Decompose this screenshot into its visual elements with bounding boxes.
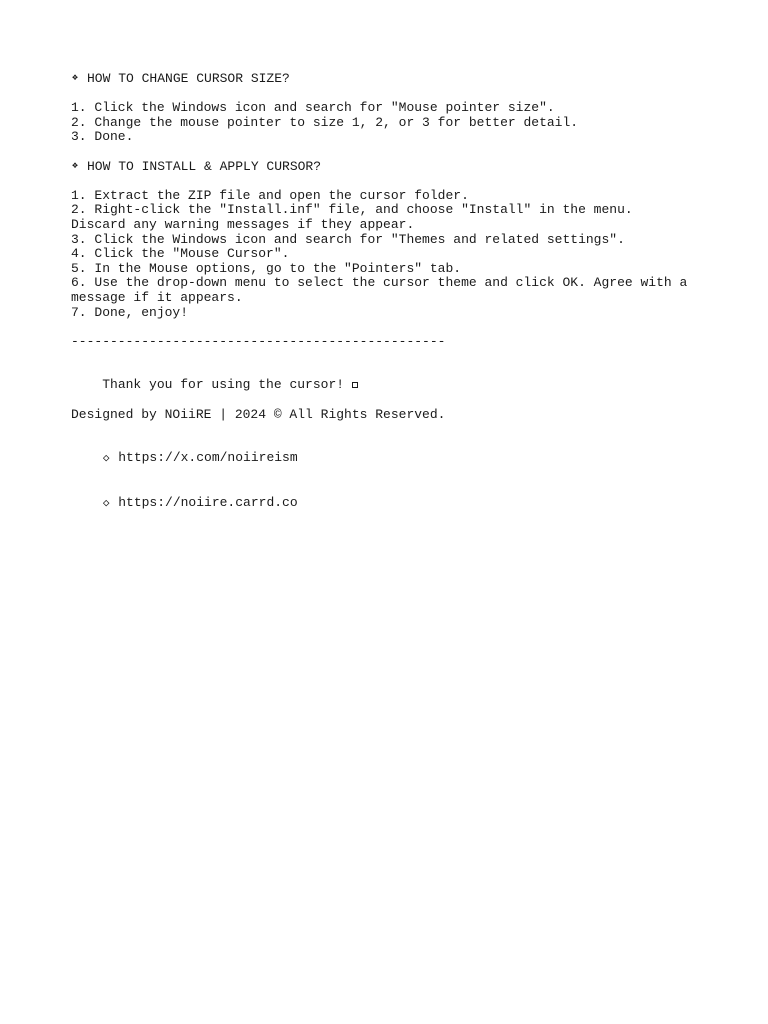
list-item: 7. Done, enjoy! [71,304,189,320]
open-diamond-icon: ◇ [102,453,110,466]
list-item: 6. Use the drop-down menu to select the cursor theme and click OK. Agree with a message if it appears. [71,275,696,305]
diamond-bullet-icon: ❖ [71,73,79,84]
spacer [71,174,691,189]
list-item: 2. Right-click the "Install.inf" file, and choose "Install" in the menu. Discard any warning messages if they appear. [71,202,641,232]
list-item: 1. Extract the ZIP file and open the cursor folder. [71,187,469,203]
list-item: 5. In the Mouse options, go to the "Pointers" tab. [71,260,462,276]
list-item: 2. Change the mouse pointer to size 1, 2, or 3 for better detail. [71,114,579,130]
list-item: 1. Click the Windows icon and search for "Mouse pointer size". [71,100,555,116]
list-item: 3. Done. [71,129,134,145]
thanks-text: Thank you for using the cursor! [102,377,345,393]
link-text[interactable]: https://x.com/noiireism [118,450,298,466]
divider: ------------------------------------------------ [71,333,446,349]
readme-document [71,71,696,526]
link-text[interactable]: https://noiire.carrd.co [118,495,298,511]
section-title: HOW TO INSTALL & APPLY CURSOR? [87,158,322,174]
section-heading [71,160,691,175]
spacer [71,349,691,364]
list-item: 4. Click the "Mouse Cursor". [71,246,290,262]
spacer [71,87,691,102]
link-item[interactable] [71,482,691,527]
open-diamond-icon: ◇ [102,498,110,511]
diamond-bullet-icon: ❖ [71,160,79,172]
box-icon [352,382,358,388]
spacer [71,145,691,160]
list-item: 3. Click the Windows icon and search for "Themes and related settings". [71,231,625,247]
link-item[interactable] [71,437,691,482]
section-heading [71,72,691,87]
spacer [71,422,691,437]
thanks-line [71,364,691,408]
credits-line: Designed by NOiiRE | 2024 © All Rights Reserved. [71,406,446,422]
section-title: HOW TO CHANGE CURSOR SIZE? [87,71,290,86]
spacer [71,320,691,335]
